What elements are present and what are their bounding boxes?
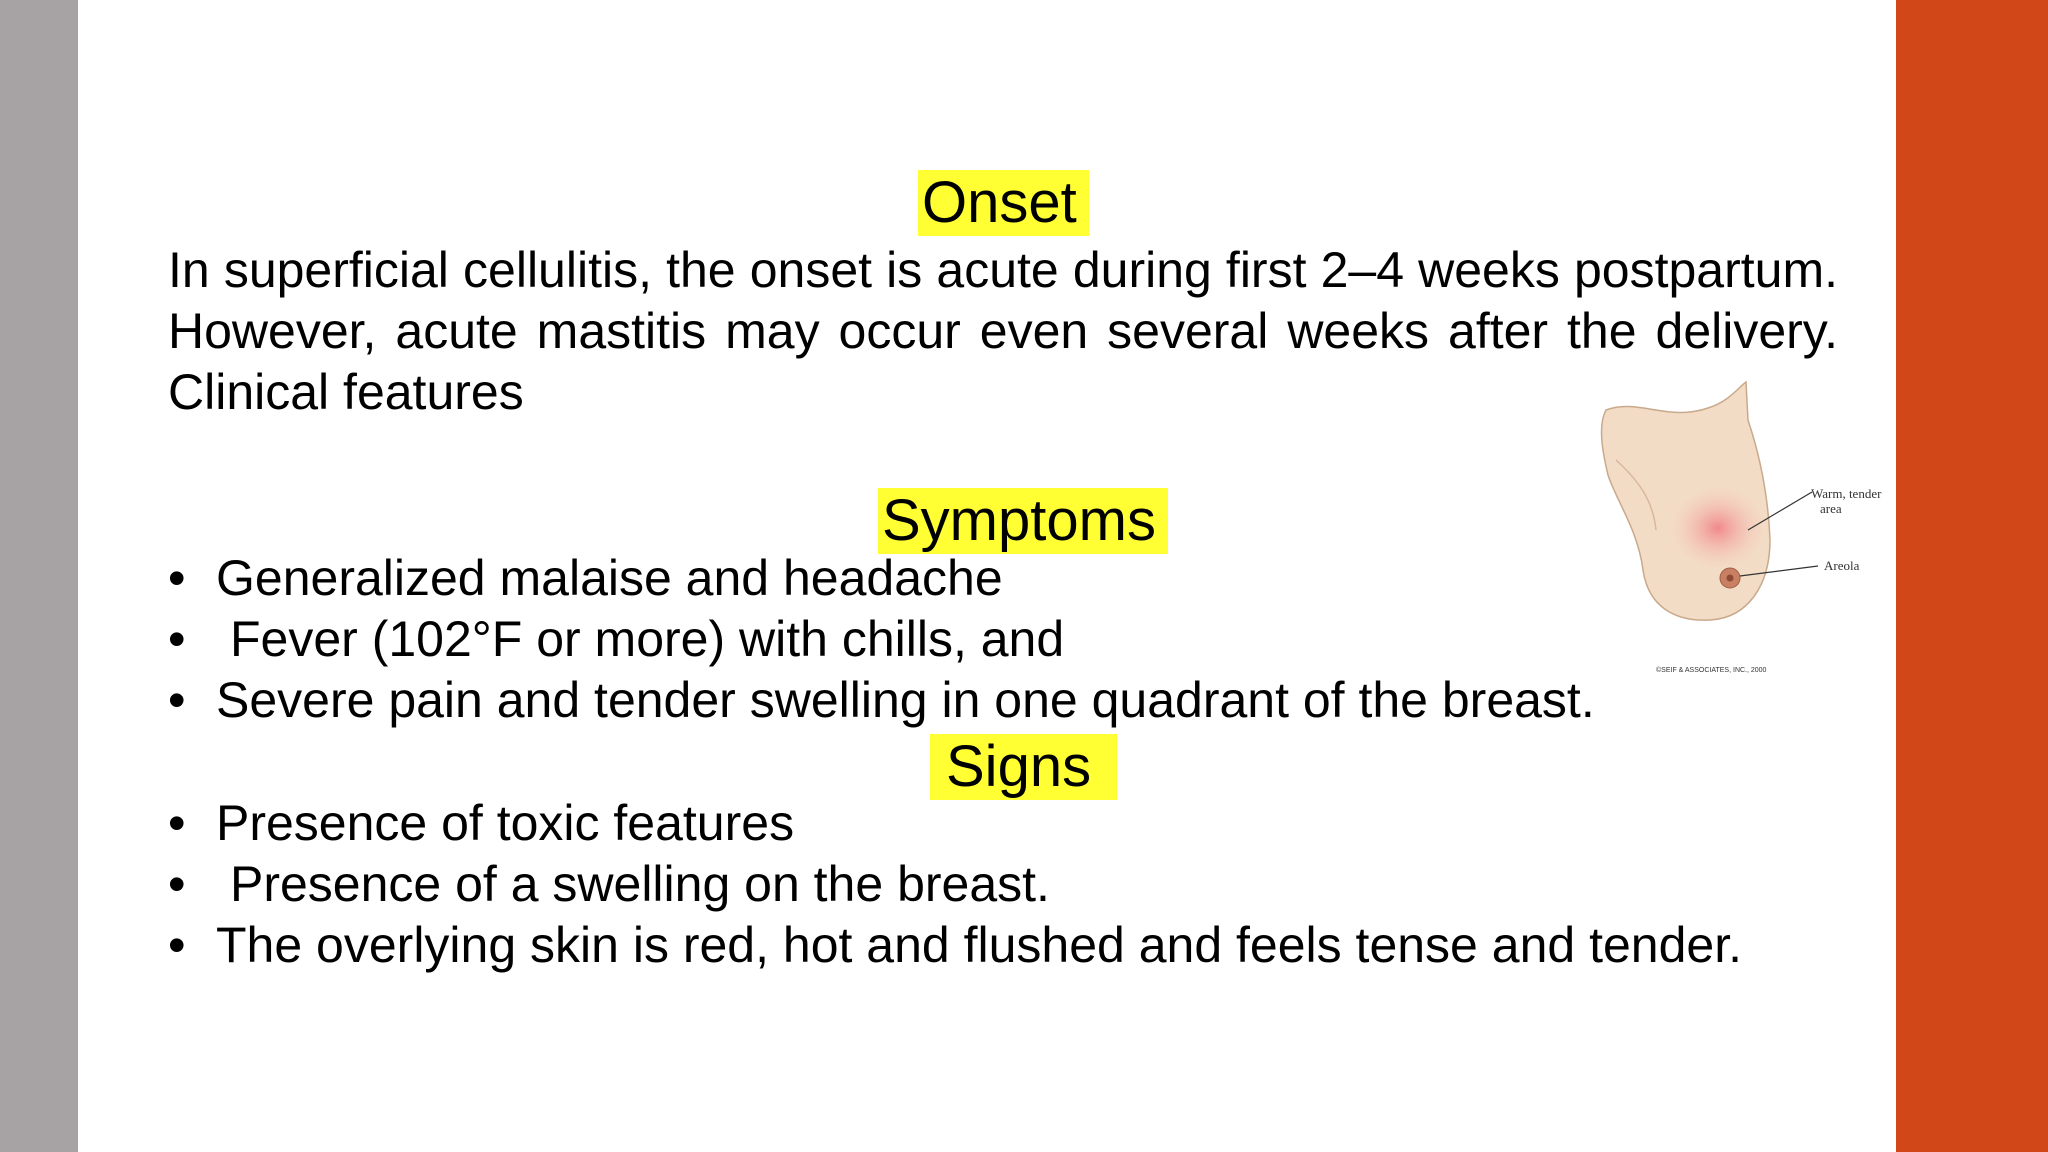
- list-item: • The overlying skin is red, hot and flushed and feels tense and tender.: [168, 915, 1742, 976]
- symptoms-heading: Symptoms: [878, 488, 1168, 554]
- breast-illustration: [1598, 380, 1898, 680]
- list-item: • Generalized malaise and headache: [168, 548, 1595, 609]
- list-item: • Severe pain and tender swelling in one quadrant of the breast.: [168, 670, 1595, 731]
- bullet-icon: •: [168, 917, 186, 973]
- onset-heading: Onset: [918, 170, 1089, 236]
- left-accent-bar: [0, 0, 78, 1152]
- bullet-icon: •: [168, 550, 186, 606]
- signs-heading: Signs: [930, 734, 1117, 800]
- onset-paragraph: In superficial cellulitis, the onset is acute during first 2–4 weeks postpartum. However, acute mastitis may occur even several weeks after the delivery. Clinical features: [168, 242, 1838, 420]
- signs-list: [168, 793, 1742, 976]
- right-accent-bar: [1896, 0, 2048, 1152]
- warm-label-2: area: [1820, 501, 1842, 516]
- areola-label: Areola: [1824, 558, 1860, 573]
- bullet-icon: •: [168, 672, 186, 728]
- bullet-icon: •: [168, 611, 186, 667]
- list-item: • Fever (102°F or more) with chills, and: [168, 609, 1595, 670]
- list-item: • Presence of toxic features: [168, 793, 1742, 854]
- symptoms-list: [168, 548, 1595, 731]
- warm-label: Warm, tender: [1811, 486, 1882, 501]
- copyright-label: ©SEIF & ASSOCIATES, INC., 2000: [1656, 667, 1767, 674]
- list-item: • Presence of a swelling on the breast.: [168, 854, 1742, 915]
- bullet-icon: •: [168, 795, 186, 851]
- bullet-icon: •: [168, 856, 186, 912]
